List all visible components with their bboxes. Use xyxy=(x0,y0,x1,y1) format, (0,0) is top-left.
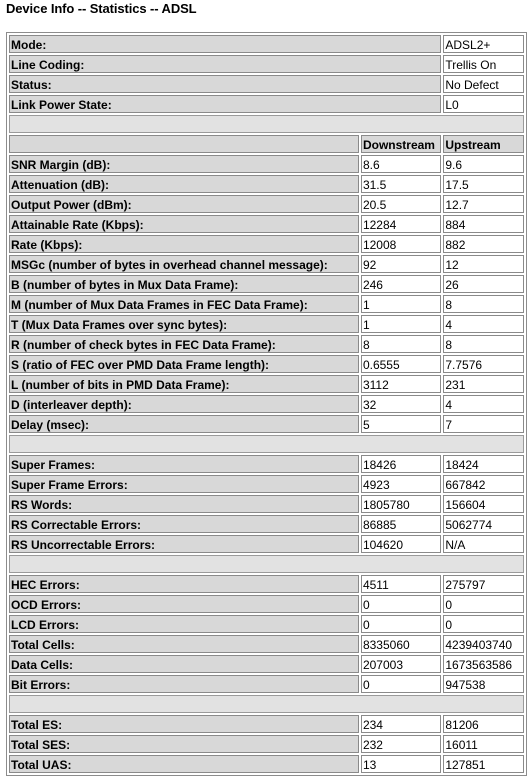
row-label: HEC Errors: xyxy=(9,575,359,593)
row-label: LCD Errors: xyxy=(9,615,359,633)
upstream-value: 12 xyxy=(443,255,524,273)
upstream-value: N/A xyxy=(443,535,524,553)
table-row xyxy=(9,475,524,493)
downstream-value: 0.6555 xyxy=(361,355,441,373)
table-row xyxy=(9,155,524,173)
section-spacer xyxy=(9,555,524,573)
table-row xyxy=(9,315,524,333)
row-label: Attenuation (dB): xyxy=(9,175,359,193)
downstream-value: 86885 xyxy=(361,515,441,533)
row-label: MSGc (number of bytes in overhead channel message): xyxy=(9,255,359,273)
table-row xyxy=(9,275,524,293)
upstream-value: 882 xyxy=(443,235,524,253)
table-row xyxy=(9,655,524,673)
row-label: M (number of Mux Data Frames in FEC Data Frame): xyxy=(9,295,359,313)
row-label: T (Mux Data Frames over sync bytes): xyxy=(9,315,359,333)
upstream-value: 156604 xyxy=(443,495,524,513)
row-label: RS Correctable Errors: xyxy=(9,515,359,533)
row-label: Mode: xyxy=(9,35,441,53)
row-label: Bit Errors: xyxy=(9,675,359,693)
table-row xyxy=(9,735,524,753)
upstream-value: 7 xyxy=(443,415,524,433)
table-row xyxy=(9,755,524,773)
row-label: Rate (Kbps): xyxy=(9,235,359,253)
upstream-value: 7.7576 xyxy=(443,355,524,373)
table-row xyxy=(9,195,524,213)
status-row-status xyxy=(9,75,524,93)
downstream-value: 0 xyxy=(361,675,441,693)
table-row xyxy=(9,535,524,553)
section-spacer xyxy=(9,435,524,453)
upstream-value: 667842 xyxy=(443,475,524,493)
downstream-value: 232 xyxy=(361,735,441,753)
upstream-value: 884 xyxy=(443,215,524,233)
downstream-value: 207003 xyxy=(361,655,441,673)
section-spacer xyxy=(9,115,524,133)
upstream-value: 0 xyxy=(443,615,524,633)
table-row xyxy=(9,595,524,613)
upstream-value: 4239403740 xyxy=(443,635,524,653)
upstream-value: 4 xyxy=(443,315,524,333)
spacer-cell xyxy=(9,555,524,573)
spacer-cell xyxy=(9,435,524,453)
table-row xyxy=(9,495,524,513)
table-row xyxy=(9,255,524,273)
section-spacer xyxy=(9,695,524,713)
column-header-row xyxy=(9,135,524,153)
downstream-value: 8335060 xyxy=(361,635,441,653)
table-row xyxy=(9,235,524,253)
upstream-value: 4 xyxy=(443,395,524,413)
upstream-value: 0 xyxy=(443,595,524,613)
row-value: L0 xyxy=(443,95,524,113)
table-row xyxy=(9,415,524,433)
row-label: Delay (msec): xyxy=(9,415,359,433)
downstream-value: 32 xyxy=(361,395,441,413)
table-row xyxy=(9,575,524,593)
downstream-value: 31.5 xyxy=(361,175,441,193)
downstream-value: 5 xyxy=(361,415,441,433)
downstream-value: 0 xyxy=(361,615,441,633)
row-label: Attainable Rate (Kbps): xyxy=(9,215,359,233)
status-row-line-coding xyxy=(9,55,524,73)
downstream-value: 3112 xyxy=(361,375,441,393)
downstream-value: 4923 xyxy=(361,475,441,493)
upstream-value: 231 xyxy=(443,375,524,393)
downstream-value: 12008 xyxy=(361,235,441,253)
row-label: Super Frames: xyxy=(9,455,359,473)
downstream-value: 92 xyxy=(361,255,441,273)
upstream-value: 8 xyxy=(443,335,524,353)
table-row xyxy=(9,675,524,693)
upstream-value: 947538 xyxy=(443,675,524,693)
upstream-value: 9.6 xyxy=(443,155,524,173)
row-label: R (number of check bytes in FEC Data Frame): xyxy=(9,335,359,353)
table-row xyxy=(9,715,524,733)
upstream-value: 127851 xyxy=(443,755,524,773)
table-row xyxy=(9,355,524,373)
table-row xyxy=(9,515,524,533)
table-row xyxy=(9,335,524,353)
table-row xyxy=(9,295,524,313)
downstream-value: 246 xyxy=(361,275,441,293)
row-label: Total SES: xyxy=(9,735,359,753)
downstream-value: 8 xyxy=(361,335,441,353)
row-label: SNR Margin (dB): xyxy=(9,155,359,173)
row-label: L (number of bits in PMD Data Frame): xyxy=(9,375,359,393)
upstream-value: 275797 xyxy=(443,575,524,593)
downstream-value: 12284 xyxy=(361,215,441,233)
upstream-value: 12.7 xyxy=(443,195,524,213)
downstream-value: 13 xyxy=(361,755,441,773)
upstream-value: 26 xyxy=(443,275,524,293)
stats-table-body xyxy=(9,35,524,773)
row-label: D (interleaver depth): xyxy=(9,395,359,413)
upstream-value: 16011 xyxy=(443,735,524,753)
table-row xyxy=(9,615,524,633)
row-label: Output Power (dBm): xyxy=(9,195,359,213)
row-label: Data Cells: xyxy=(9,655,359,673)
table-row xyxy=(9,175,524,193)
downstream-value: 1 xyxy=(361,295,441,313)
row-label: RS Uncorrectable Errors: xyxy=(9,535,359,553)
row-label: Line Coding: xyxy=(9,55,441,73)
table-row xyxy=(9,215,524,233)
upstream-value: 1673563586 xyxy=(443,655,524,673)
upstream-value: 8 xyxy=(443,295,524,313)
downstream-value: 4511 xyxy=(361,575,441,593)
downstream-value: 0 xyxy=(361,595,441,613)
downstream-value: 1 xyxy=(361,315,441,333)
page-title: Device Info -- Statistics -- ADSL xyxy=(6,1,197,16)
row-label: Super Frame Errors: xyxy=(9,475,359,493)
row-label: S (ratio of FEC over PMD Data Frame length): xyxy=(9,355,359,373)
spacer-cell xyxy=(9,115,524,133)
row-value: Trellis On xyxy=(443,55,524,73)
downstream-value: 1805780 xyxy=(361,495,441,513)
upstream-value: 5062774 xyxy=(443,515,524,533)
downstream-header: Downstream xyxy=(361,135,441,153)
status-row-mode xyxy=(9,35,524,53)
adsl-statistics-table xyxy=(6,32,527,776)
spacer-cell xyxy=(9,695,524,713)
table-row xyxy=(9,375,524,393)
row-label: B (number of bytes in Mux Data Frame): xyxy=(9,275,359,293)
table-row xyxy=(9,635,524,653)
row-label: OCD Errors: xyxy=(9,595,359,613)
row-label: Total ES: xyxy=(9,715,359,733)
row-label: Total UAS: xyxy=(9,755,359,773)
header-blank xyxy=(9,135,359,153)
downstream-value: 8.6 xyxy=(361,155,441,173)
row-value: No Defect xyxy=(443,75,524,93)
downstream-value: 234 xyxy=(361,715,441,733)
row-label: RS Words: xyxy=(9,495,359,513)
downstream-value: 18426 xyxy=(361,455,441,473)
table-row xyxy=(9,455,524,473)
row-label: Total Cells: xyxy=(9,635,359,653)
row-label: Link Power State: xyxy=(9,95,441,113)
status-row-link-power-state xyxy=(9,95,524,113)
row-label: Status: xyxy=(9,75,441,93)
upstream-value: 81206 xyxy=(443,715,524,733)
row-value: ADSL2+ xyxy=(443,35,524,53)
upstream-header: Upstream xyxy=(443,135,524,153)
upstream-value: 18424 xyxy=(443,455,524,473)
downstream-value: 20.5 xyxy=(361,195,441,213)
upstream-value: 17.5 xyxy=(443,175,524,193)
table-row xyxy=(9,395,524,413)
downstream-value: 104620 xyxy=(361,535,441,553)
